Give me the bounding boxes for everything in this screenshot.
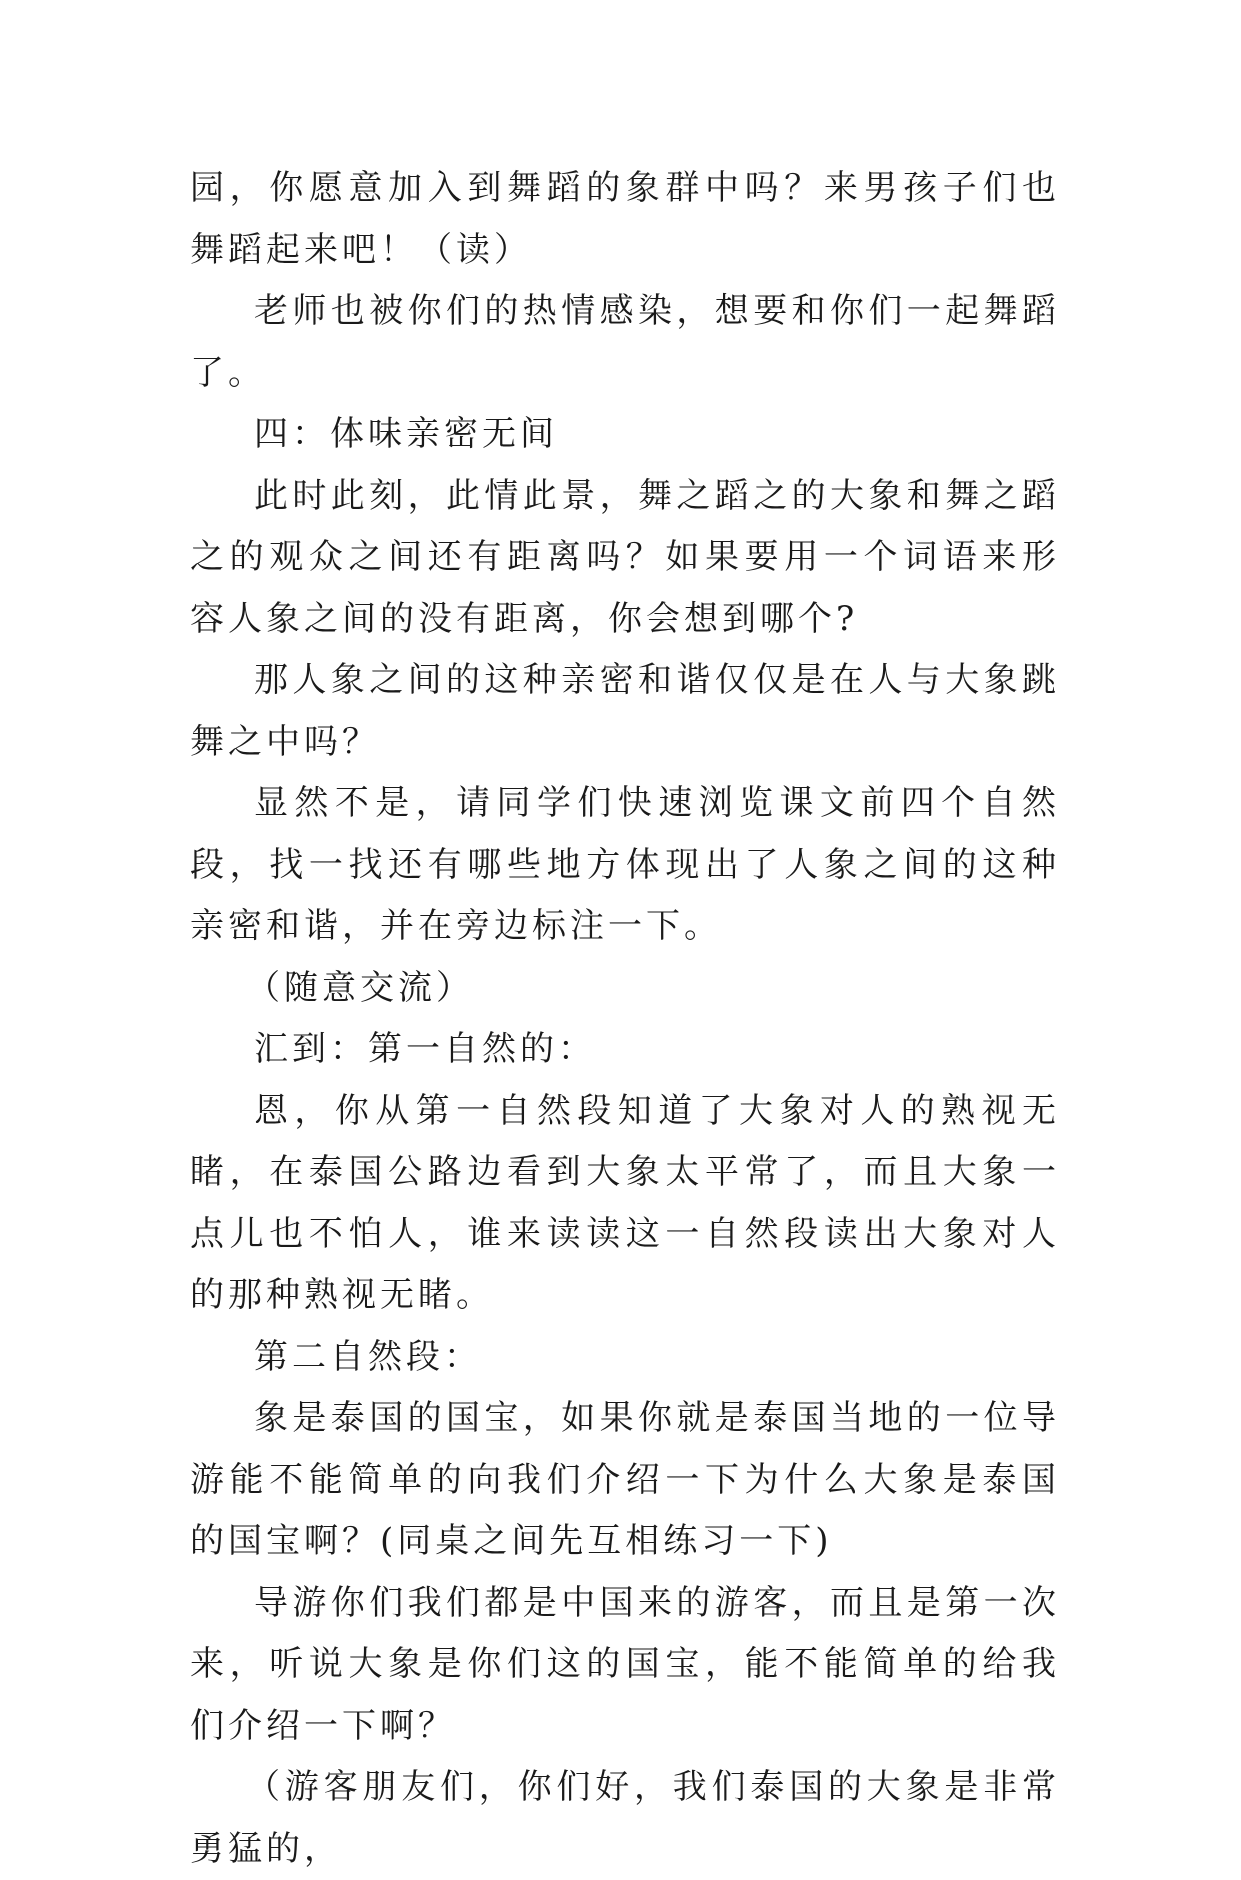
paragraph: 导游你们我们都是中国来的游客，而且是第一次来，听说大象是你们这的国宝，能不能简单的给我们介绍一下啊？	[190, 1582, 1060, 1746]
paragraph: （游客朋友们，你们好，我们泰国的大象是非常勇猛的，	[190, 1767, 1060, 1869]
paragraph-continued: 园，你愿意加入到舞蹈的象群中吗？来男孩子们也舞蹈起来吧！（读）	[190, 168, 1060, 270]
paragraph: 汇到：第一自然的：	[254, 1029, 596, 1069]
paragraph: 那人象之间的这种亲密和谐仅仅是在人与大象跳舞之中吗？	[190, 660, 1060, 762]
paragraph: 象是泰国的国宝，如果你就是泰国当地的一位导游能不能简单的向我们介绍一下为什么大象是泰国的国宝啊？(同桌之间先互相练习一下)	[190, 1398, 1060, 1561]
paragraph: 此时此刻，此情此景，舞之蹈之的大象和舞之蹈之的观众之间还有距离吗？如果要用一个词语来形容人象之间的没有距离，你会想到哪个?	[190, 475, 1060, 639]
section-heading: 四：体味亲密无间	[254, 414, 558, 454]
paragraph: 恩，你从第一自然段知道了大象对人的熟视无睹，在泰国公路边看到大象太平常了，而且大象一点儿也不怕人，谁来读读这一自然段读出大象对人的那种熟视无睹。	[190, 1090, 1060, 1315]
document-body	[190, 158, 1060, 1880]
paragraph: 显然不是，请同学们快速浏览课文前四个自然段，找一找还有哪些地方体现出了人象之间的这种亲密和谐，并在旁边标注一下。	[190, 783, 1060, 946]
paragraph: （随意交流）	[246, 967, 474, 1008]
paragraph: 第二自然段：	[254, 1336, 482, 1377]
paragraph: 老师也被你们的热情感染，想要和你们一起舞蹈了。	[190, 291, 1060, 393]
